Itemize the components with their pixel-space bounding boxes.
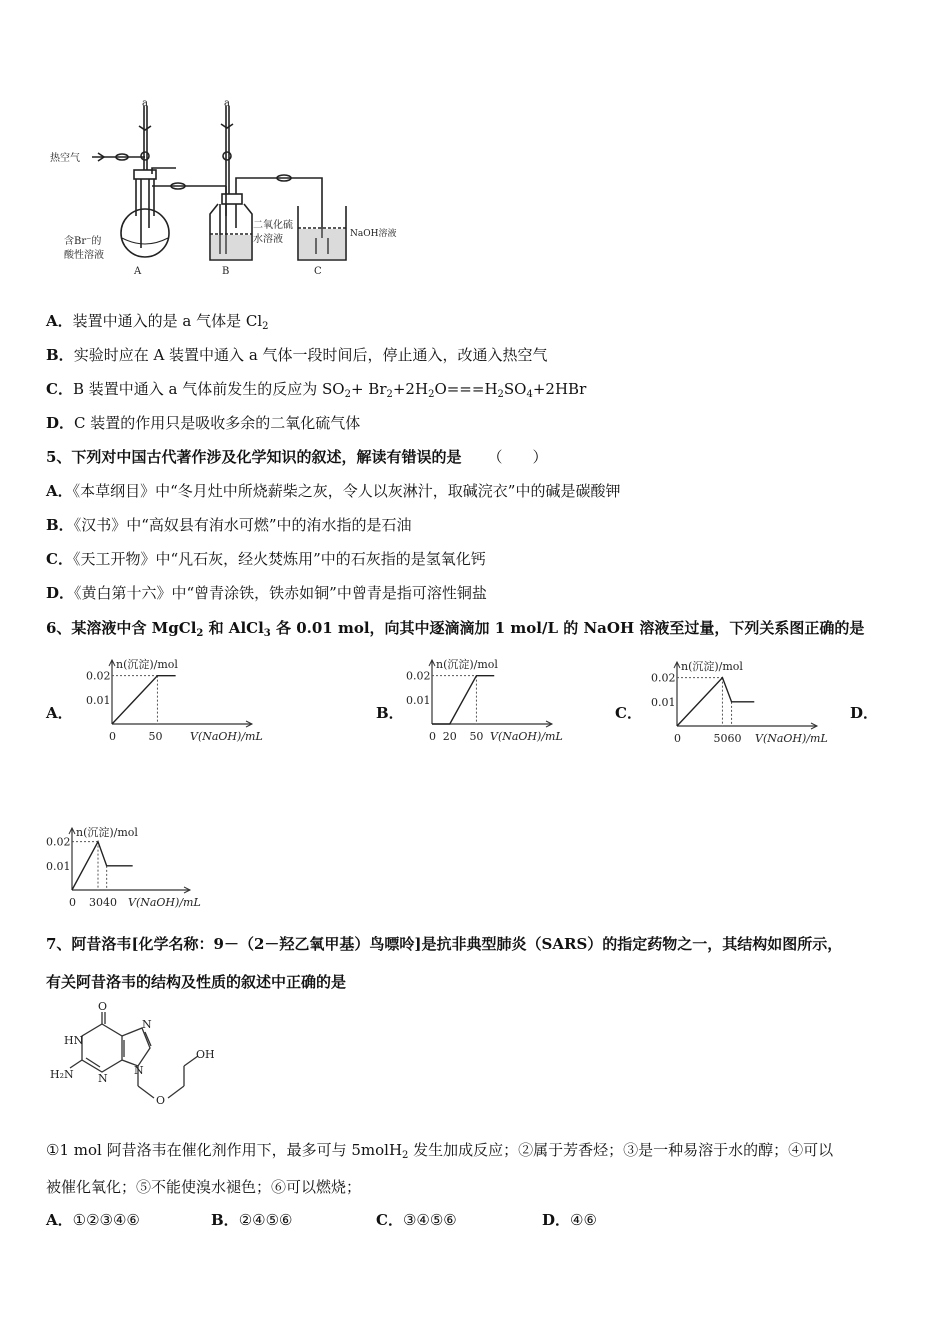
- label-C: C: [314, 266, 322, 277]
- q4-option-d: D．C 装置的作用只是吸收多余的二氧化硫气体: [46, 414, 361, 432]
- q5-option-b: B．《汉书》中“高奴县有洧水可燃”中的洧水指的是石油: [46, 516, 412, 534]
- x-tick-label: 3040: [89, 896, 117, 909]
- q6-chart-a: [84, 654, 274, 746]
- q7-statements-line2: 被催化氧化；⑤不能使溴水褪色；⑥可以燃烧；: [46, 1178, 362, 1196]
- atom-N-ring2: N: [142, 1018, 152, 1031]
- acyclovir-structure: [46, 1000, 226, 1118]
- q6-option-d-label: D．: [850, 704, 879, 722]
- series-line: [112, 676, 176, 724]
- q4-option-b: B．实验时应在 A 装置中通入 a 气体一段时间后，停止通入，改通入热空气: [46, 346, 548, 364]
- x-tick-label: 0: [69, 896, 76, 909]
- y-tick-label: 0.01: [86, 693, 111, 707]
- q4-option-a: A．装置中通入的是 a 气体是 $Cl_2$: [46, 312, 269, 332]
- label-a-inlet-B: a: [224, 98, 230, 109]
- label-B: B: [222, 266, 230, 277]
- y-tick-label: 0.02: [406, 669, 431, 683]
- label-beaker-C: NaOH溶液: [350, 229, 397, 239]
- y-tick-label: 0.01: [651, 695, 676, 709]
- atom-O-carbonyl: O: [98, 1000, 108, 1013]
- atom-N-ring1: N: [98, 1072, 108, 1085]
- x-axis-label: V(NaOH)/mL: [128, 896, 201, 909]
- series-line: [677, 678, 754, 726]
- y-axis-label: n(沉淀)/mol: [436, 658, 498, 671]
- q6-chart-c: [647, 656, 837, 748]
- y-axis-label: n(沉淀)/mol: [76, 826, 138, 839]
- x-axis-label: V(NaOH)/mL: [490, 730, 563, 743]
- x-axis-label: V(NaOH)/mL: [755, 732, 828, 745]
- q7-statements-line1: ①1 mol 阿昔洛韦在催化剂作用下，最多可与 5molH$_2$ 发生加成反应；②属于芳香烃；③是一种易溶于水的醇；④可以: [46, 1141, 834, 1161]
- q6-option-a-label: A．: [46, 704, 73, 722]
- q7-option-b: B．②④⑤⑥: [211, 1211, 293, 1229]
- y-tick-label: 0.02: [651, 671, 676, 685]
- series-line: [432, 676, 494, 724]
- label-A: A: [134, 266, 142, 277]
- label-flask-A-line2: 酸性溶液: [64, 250, 104, 261]
- q7-option-d: D．④⑥: [542, 1211, 597, 1229]
- atom-O-ether: O: [156, 1094, 166, 1107]
- q7-option-a: A．①②③④⑥: [46, 1211, 140, 1229]
- label-flask-A-line1: 含Br⁻的: [64, 236, 102, 247]
- x-tick-label: 0: [674, 732, 681, 745]
- y-tick-label: 0.01: [406, 693, 431, 707]
- q6-chart-b: [402, 654, 592, 746]
- q6-chart-d: [44, 822, 234, 914]
- y-tick-label: 0.01: [46, 859, 71, 873]
- q4-option-c: C．B 装置中通入 a 气体前发生的反应为 $SO_2+ Br_2+2H_2O===H_2SO_4+2HBr$: [46, 380, 587, 400]
- label-hot-air: 热空气: [50, 153, 80, 164]
- x-tick-label: 20: [442, 730, 457, 743]
- q7-stem-line1: 7、阿昔洛韦[化学名称：9－（2－羟乙氧甲基）鸟嘌呤]是抗非典型肺炎（SARS）的指定药物之一，其结构如图所示，: [46, 935, 843, 953]
- x-tick-label: 50: [148, 730, 163, 743]
- atom-H2N: H₂N: [50, 1068, 74, 1081]
- q5-option-a: A．《本草纲目》中“冬月灶中所烧薪柴之灰，令人以灰淋汁，取碱浣衣”中的碱是碳酸钾: [46, 482, 621, 500]
- atom-OH: OH: [196, 1048, 215, 1061]
- label-bottle-B-line2: 水溶液: [253, 234, 283, 245]
- q6-option-b-label: B．: [376, 704, 404, 722]
- q6-option-c-label: C．: [615, 704, 642, 722]
- atom-N-ring3: N: [134, 1064, 144, 1077]
- x-tick-label: 0: [429, 730, 436, 743]
- y-axis-label: n(沉淀)/mol: [116, 658, 178, 671]
- q5-option-d: D．《黄白第十六》中“曾青涂铁，铁赤如铜”中曾青是指可溶性铜盐: [46, 584, 487, 602]
- q5-option-c: C．《天工开物》中“凡石灰，经火焚炼用”中的石灰指的是氢氧化钙: [46, 550, 486, 568]
- atom-HN: HN: [64, 1034, 84, 1047]
- y-axis-label: n(沉淀)/mol: [681, 660, 743, 673]
- y-tick-label: 0.02: [86, 669, 111, 683]
- label-a-inlet-A: a: [142, 98, 148, 109]
- apparatus-figure: [46, 98, 416, 284]
- x-tick-label: 0: [109, 730, 116, 743]
- series-line: [72, 842, 133, 890]
- label-bottle-B-line1: 二氧化硫: [253, 220, 293, 231]
- q7-option-c: C．③④⑤⑥: [376, 1211, 457, 1229]
- q6-stem: 6、某溶液中含 MgCl$_2$ 和 AlCl$_3$ 各 0.01 mol，向其中逐滴滴加 1 mol/L 的 NaOH 溶液至过量，下列关系图正确的是: [46, 619, 865, 639]
- x-axis-label: V(NaOH)/mL: [190, 730, 263, 743]
- y-tick-label: 0.02: [46, 835, 71, 849]
- x-tick-label: 50: [469, 730, 484, 743]
- x-tick-label: 5060: [713, 732, 742, 745]
- q7-options: [46, 1210, 597, 1230]
- q7-stem-line2: 有关阿昔洛韦的结构及性质的叙述中正确的是: [46, 973, 347, 991]
- q5-stem: 5、下列对中国古代著作涉及化学知识的叙述，解读有错误的是 （ ）: [46, 448, 548, 466]
